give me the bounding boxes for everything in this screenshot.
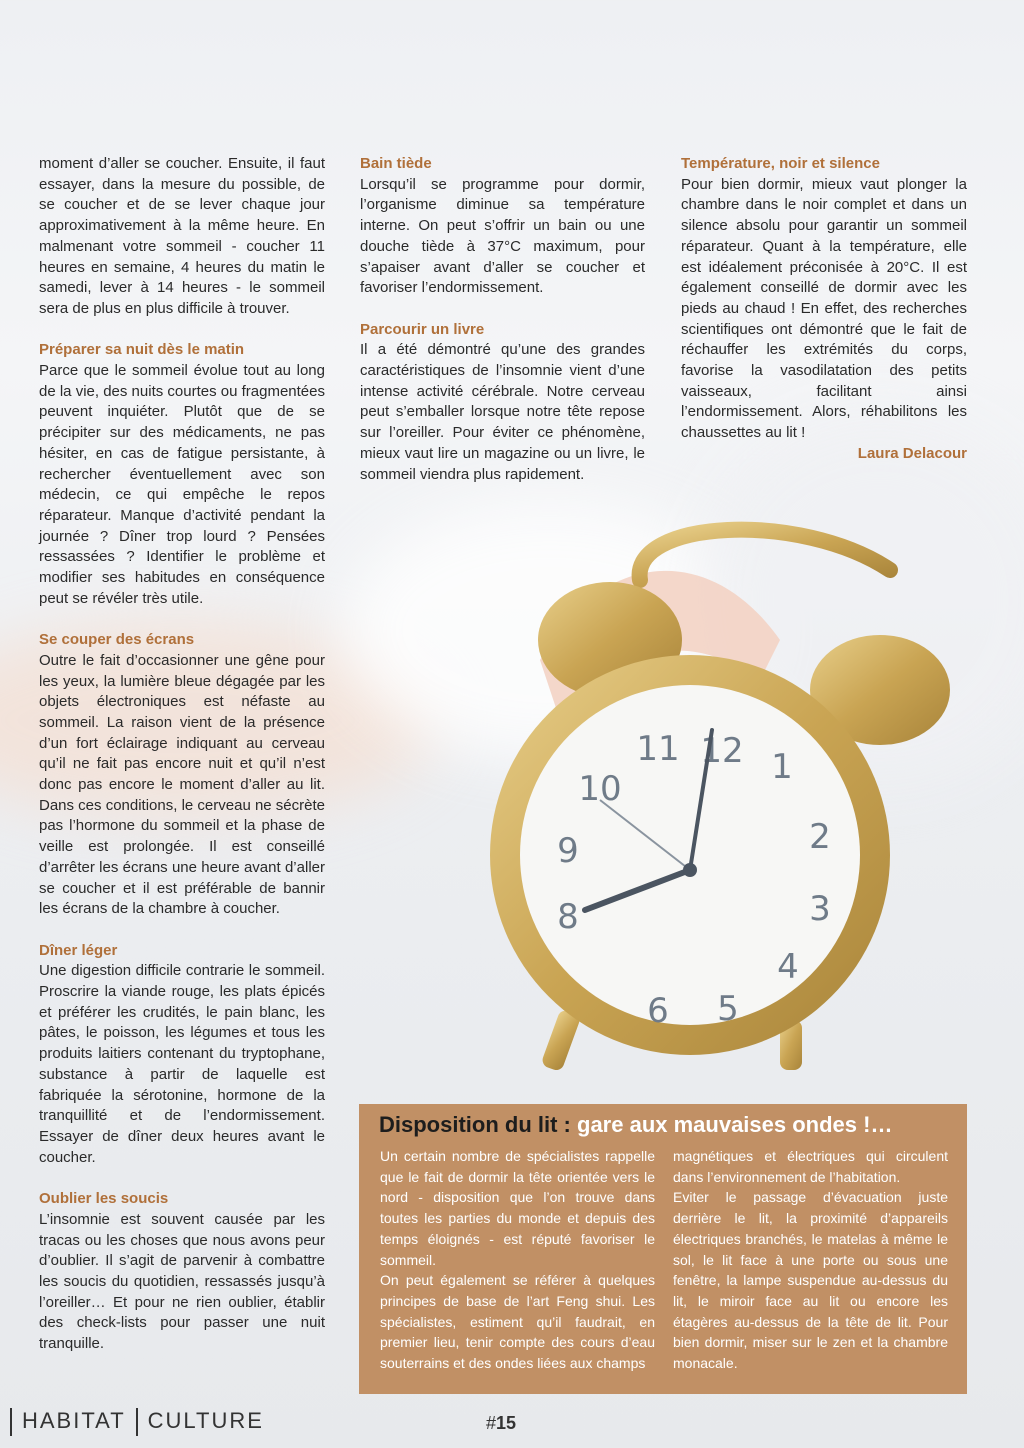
box-paragraph: On peut également se référer à quelques principes de base de l’art Feng shui. Les spécialistes, estiment qu’il faudrait, en premier lieu, tenir compte des cours d’eau souterrains et des ondes liées aux champs xyxy=(380,1272,655,1372)
alarm-clock-image xyxy=(480,510,980,1070)
section-paragraph: L’insomnie est souvent causée par les tracas ou les choses que nous avons peur d’oublier. Il s’agit de parvenir à combattre les soucis du quotidien, ressassés jusqu’à l’oreiller… Et pour ne rien oublier, établir des check-lists pour passer une nuit tranquille. xyxy=(39,1210,325,1353)
box-paragraph: Eviter le passage d’évacuation juste derrière le lit, la proximité d’appareils électriques branchés, le matelas à même le sol, le lit face à une porte ou sous une fenêtre, la lampe suspendue au-dessus du lit, le miroir face au lit ou encore les étagères au-dessus de la tête de lit. Pour bien dormir, miser sur le zen et la chambre monacale. xyxy=(673,1189,948,1372)
section-heading: Parcourir un livre xyxy=(360,320,485,338)
intro-paragraph: moment d’aller se coucher. Ensuite, il faut essayer, dans la mesure du possible, de se coucher et de se lever chaque jour approximativement à la même heure. En malmenant votre sommeil - coucher 11 heures en semaine, 4 heures du matin le samedi, lever à 14 heures - le sommeil sera de plus en plus difficile à trouver. xyxy=(39,155,325,317)
clock-number: 2 xyxy=(809,817,831,857)
section-paragraph: Outre le fait d’occasionner une gêne pour les yeux, la lumière bleue dégagée par les objets électroniques est néfaste au sommeil. La raison vient de la présence d’un fort éclairage indiquant au cerveau qu’il ne fait pas encore nuit et qu’il n’est donc pas encore le moment d’aller au lit. Dans ces conditions, le cerveau ne sécrète pas l’hormone du sommeil et la phase de veille est prolongée. Il est conseillé d’arrêter les écrans une heure avant d’aller se coucher et il est préférable de bannir les écrans de la chambre à coucher. xyxy=(39,651,325,918)
sidebar-box xyxy=(359,1104,967,1394)
clock-number: 1 xyxy=(771,747,793,787)
footer-divider xyxy=(10,1408,12,1436)
clock-number: 6 xyxy=(647,991,669,1031)
section-paragraph: Pour bien dormir, mieux vaut plonger la chambre dans le noir complet et dans un silence absolu pour garantir un sommeil réparateur. Quant à la température, elle est idéalement préconisée à 20°C. Il est également conseillé de dormir avec les pieds au chaud ! En effet, des recherches scientifiques ont démontré que le fait de réchauffer les extrémités du corps, favorise la vasodilatation des petits vaisseaux, facilitant ainsi l’endormissement. Alors, réhabilitons les chaussettes au lit ! xyxy=(681,175,967,442)
box-column-left xyxy=(380,1146,655,1374)
clock-number: 11 xyxy=(636,729,680,769)
page-number-value: 15 xyxy=(496,1413,517,1433)
clock-number: 3 xyxy=(809,889,831,929)
clock-number: 9 xyxy=(557,831,579,871)
page-number-prefix: # xyxy=(486,1413,497,1433)
section-heading: Oublier les soucis xyxy=(39,1190,169,1208)
box-title-main: Disposition du lit : xyxy=(379,1112,571,1137)
column-middle xyxy=(360,154,645,485)
section-paragraph: Il a été démontré qu’une des grandes caractéristiques de l’insomnie vient d’une intense activité cérébrale. Notre cerveau peut s’emballer lorsque notre tête repose sur l’oreiller. Pour éviter ce phénomène, mieux vaut lire un magazine ou un livre, le sommeil viendra plus rapidement. xyxy=(360,341,645,483)
section-heading: Bain tiède xyxy=(360,155,432,172)
clock-number: 8 xyxy=(557,897,579,937)
page-number xyxy=(486,1413,516,1434)
section-heading: Dîner léger xyxy=(39,941,118,959)
clock-center xyxy=(683,863,697,877)
box-title xyxy=(379,1112,892,1138)
author-signature: Laura Delacour xyxy=(857,444,967,462)
footer-section-habitat: HABITAT xyxy=(22,1407,126,1433)
box-title-sub: gare aux mauvaises ondes !… xyxy=(577,1112,893,1137)
clock-number: 5 xyxy=(717,989,739,1029)
section-paragraph: Lorsqu’il se programme pour dormir, l’organisme diminue sa température interne. On peut s’offrir un bain ou une douche tiède à 37°C maximum, pour s’apaiser avant d’aller se coucher et favoriser l’endormissement. xyxy=(360,175,645,297)
section-paragraph: Une digestion difficile contrarie le sommeil. Proscrire la viande rouge, les plats épicés et préférer les crudités, le pain blanc, les pâtes, le poisson, les légumes et tous les produits laitiers contenant du tryptophane, substance à partir de laquelle est fabriquée la sérotonine, hormone de la tranquillité et de l’endormissement. Essayer de dîner deux heures avant le coucher. xyxy=(39,962,325,1166)
box-paragraph: magnétiques et électriques qui circulent dans l’environnement de l’habitation. xyxy=(673,1148,948,1185)
clock-number: 12 xyxy=(700,731,744,771)
section-paragraph: Parce que le sommeil évolue tout au long de la vie, des nuits courtes ou fragmentées peuvent inquiéter. Plutôt que de se précipiter sur des médicaments, ne pas hésiter, en cas de fatigue persistante, à rechercher éventuellement avec son médecin, ce qui empêche le repos réparateur. Manque d’activité pendant la journée ? Dîner trop lourd ? Pensées ressassées ? Identifier le problème et modifier ses habitudes en conséquence peut se révéler très utile. xyxy=(39,362,325,607)
box-column-right xyxy=(673,1146,948,1374)
section-heading: Préparer sa nuit dès le matin xyxy=(39,341,245,359)
box-paragraph: Un certain nombre de spécialistes rappelle que le fait de dormir la tête orientée vers le nord - disposition que l’on trouve dans toutes les parties du monde et depuis des temps éloignés - est réputé favoriser le sommeil. xyxy=(380,1148,655,1268)
clock-number: 10 xyxy=(578,769,622,809)
footer-divider xyxy=(136,1408,138,1436)
section-heading: Température, noir et silence xyxy=(681,155,880,172)
footer-section-culture: CULTURE xyxy=(147,1407,264,1433)
column-right xyxy=(681,154,967,465)
footer-sections xyxy=(0,1408,264,1436)
section-heading: Se couper des écrans xyxy=(39,631,195,649)
column-left xyxy=(39,154,325,1355)
clock-number: 4 xyxy=(777,947,799,987)
